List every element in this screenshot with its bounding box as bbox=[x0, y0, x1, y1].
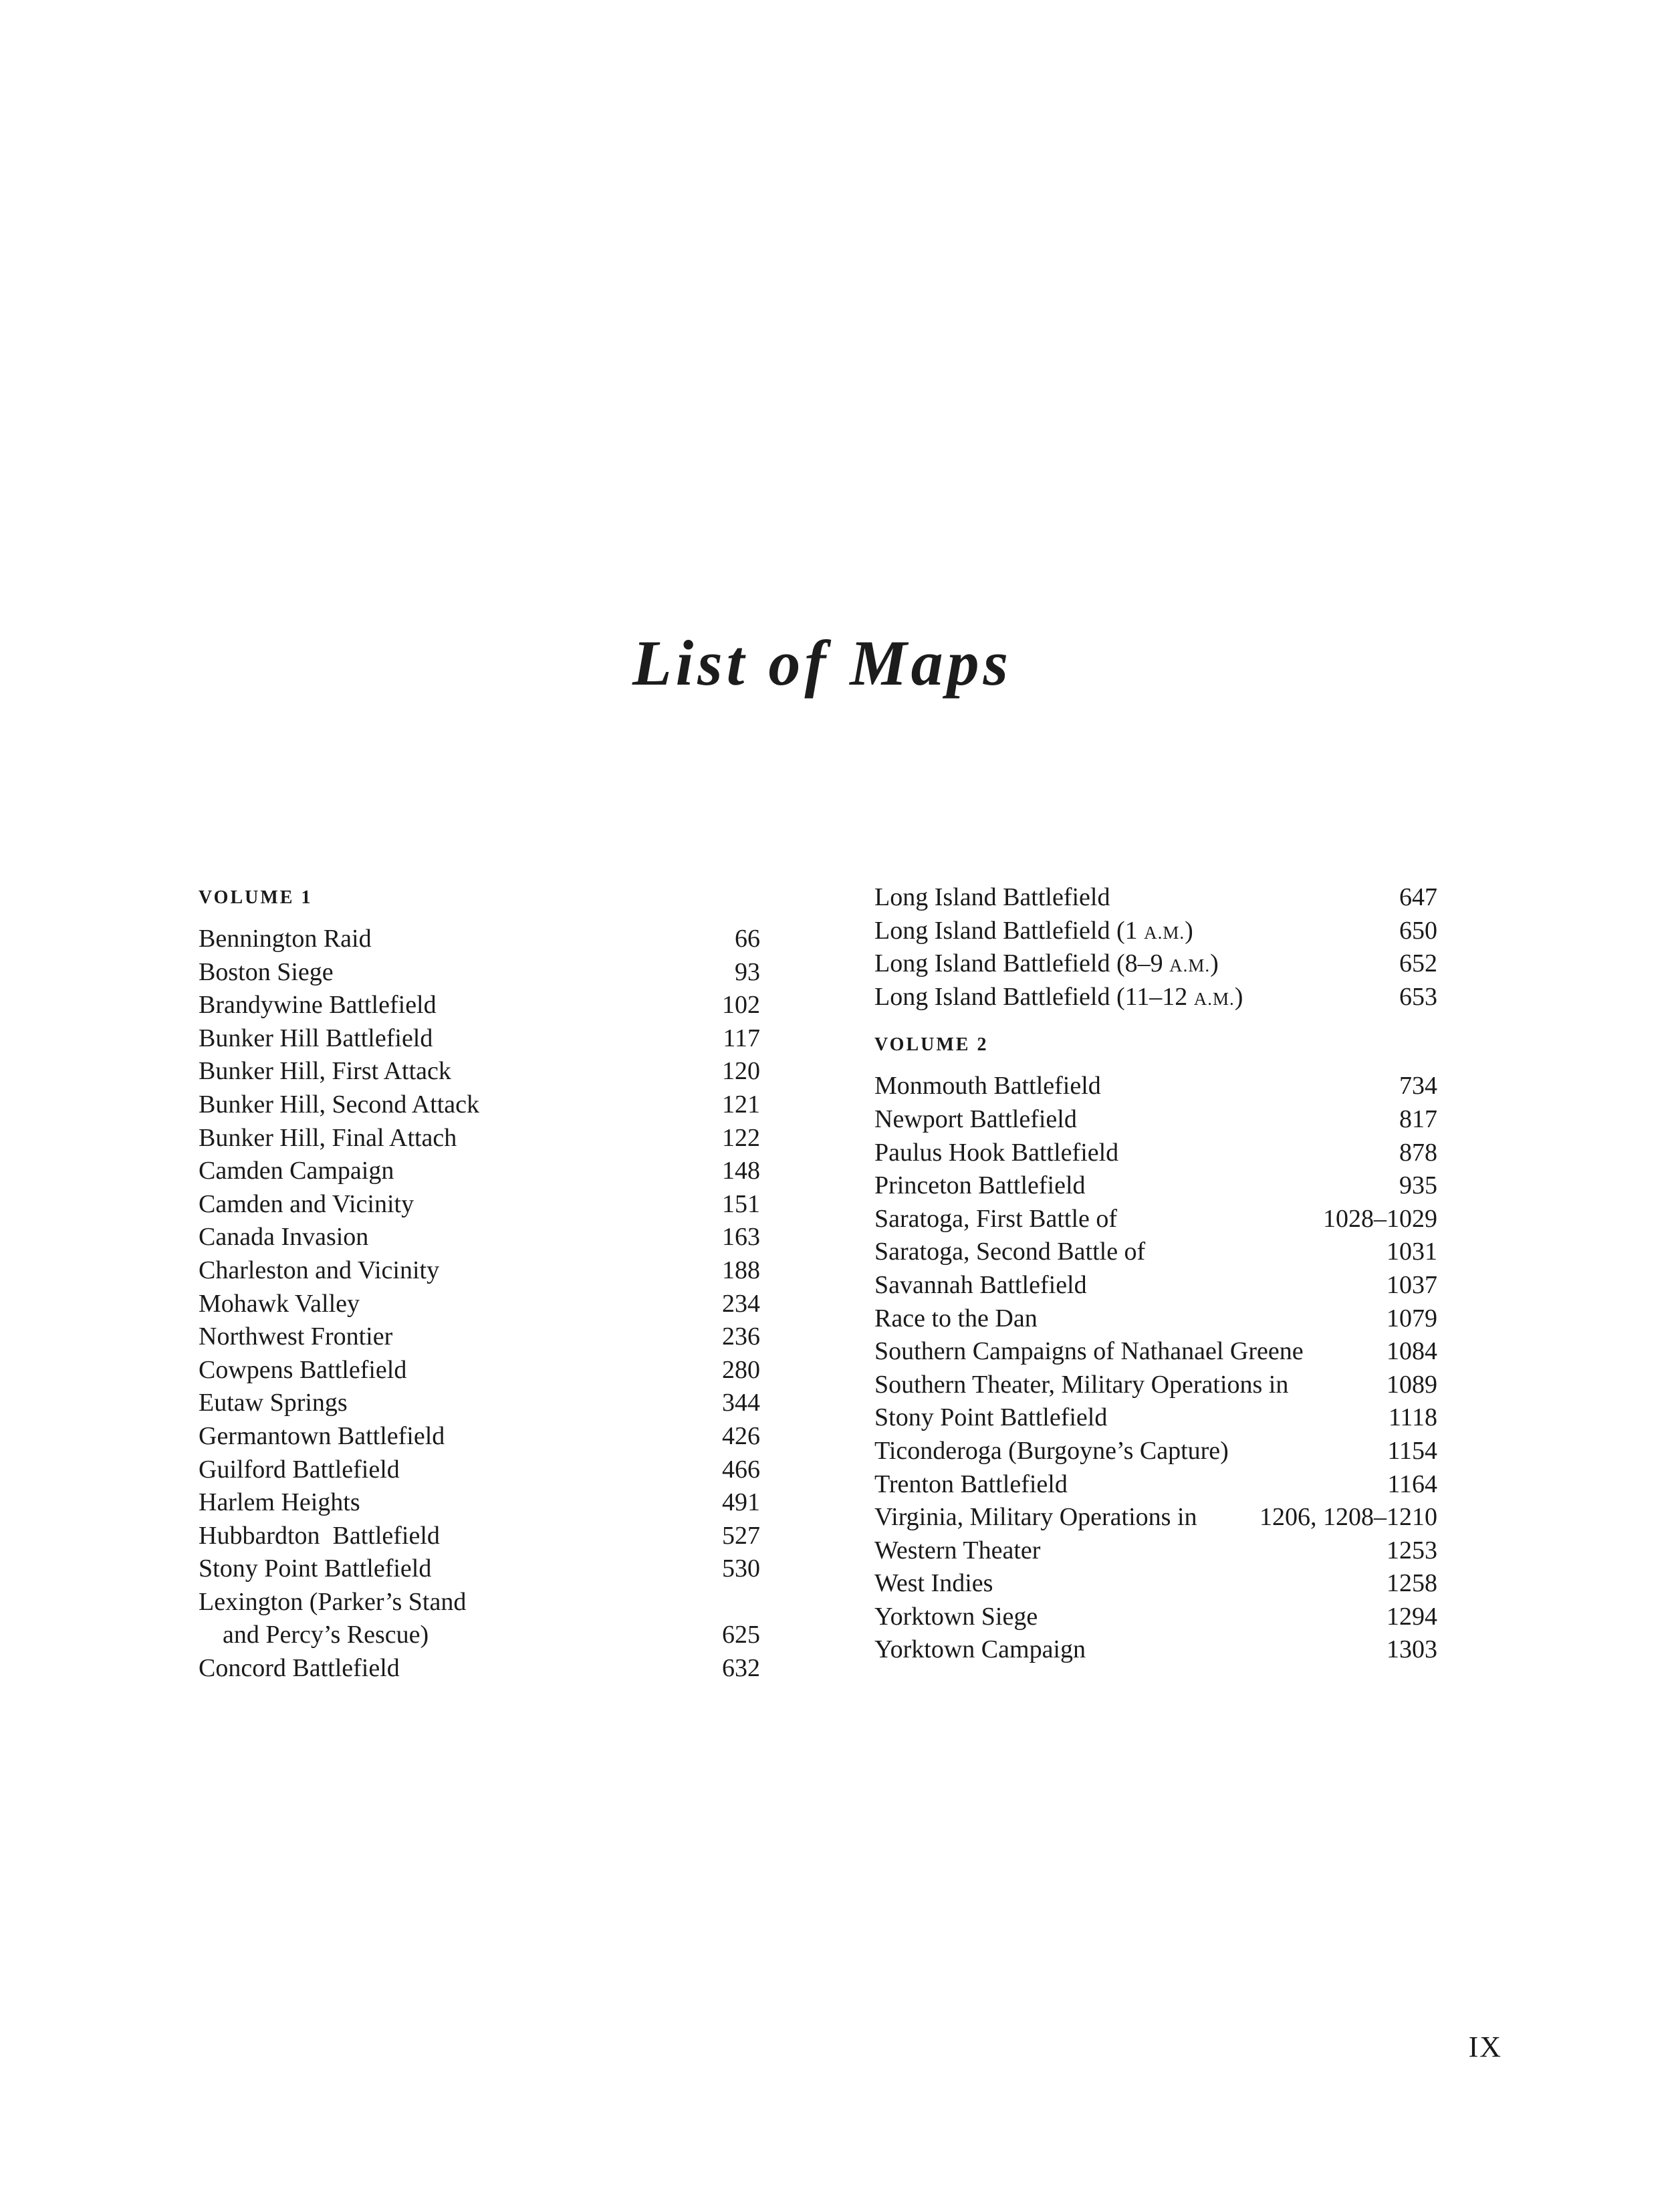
map-title-suffix: ) bbox=[1210, 949, 1219, 978]
map-title: Ticonderoga (Burgoyne’s Capture) bbox=[874, 1436, 1229, 1465]
map-entry bbox=[874, 1070, 1437, 1103]
map-title: Bennington Raid bbox=[199, 925, 372, 953]
page-number: 1206, 1208–1210 bbox=[1259, 1503, 1437, 1532]
map-entry bbox=[874, 881, 1437, 915]
map-title-suffix: ) bbox=[1234, 982, 1243, 1011]
map-title: Race to the Dan bbox=[874, 1304, 1038, 1332]
page-number: 1303 bbox=[1387, 1635, 1437, 1664]
map-title bbox=[874, 981, 1243, 1016]
time-abbreviation: A.M. bbox=[1169, 955, 1211, 976]
map-entry bbox=[874, 1203, 1437, 1236]
map-entry bbox=[874, 1302, 1437, 1336]
map-entry bbox=[199, 1088, 760, 1122]
map-entry bbox=[874, 1103, 1437, 1137]
map-title: Guilford Battlefield bbox=[199, 1455, 400, 1484]
map-title-text: Long Island Battlefield (11–12 bbox=[874, 982, 1194, 1011]
map-entry bbox=[199, 1122, 760, 1155]
volume-2-heading: VOLUME 2 bbox=[874, 1034, 989, 1056]
page-folio: IX bbox=[1468, 2030, 1502, 2063]
map-title: Yorktown Siege bbox=[874, 1602, 1038, 1631]
map-title: Stony Point Battlefield bbox=[199, 1554, 432, 1583]
map-title: Yorktown Campaign bbox=[874, 1635, 1086, 1664]
page-number: 236 bbox=[722, 1322, 760, 1351]
page-number: 122 bbox=[722, 1123, 760, 1152]
map-entry bbox=[874, 947, 1437, 981]
page-number: 151 bbox=[722, 1189, 760, 1218]
map-entry bbox=[874, 1335, 1437, 1369]
page-number: 1031 bbox=[1387, 1238, 1437, 1266]
volume-2-column bbox=[874, 881, 1437, 1667]
map-title: Southern Theater, Military Operations in bbox=[874, 1370, 1289, 1399]
page-number: 652 bbox=[1399, 949, 1437, 978]
map-title: Saratoga, First Battle of bbox=[874, 1204, 1118, 1233]
map-title: Trenton Battlefield bbox=[874, 1470, 1068, 1498]
map-title: Stony Point Battlefield bbox=[874, 1403, 1108, 1432]
map-title: Mohawk Valley bbox=[199, 1289, 360, 1318]
map-title: Bunker Hill, First Attack bbox=[199, 1057, 451, 1086]
map-entry bbox=[874, 1137, 1437, 1170]
map-title: Canada Invasion bbox=[199, 1223, 369, 1252]
map-title: Long Island Battlefield bbox=[874, 883, 1110, 911]
map-entry bbox=[199, 1022, 760, 1056]
map-entry bbox=[199, 956, 760, 990]
map-entry bbox=[874, 1169, 1437, 1203]
map-entry bbox=[199, 1454, 760, 1487]
page-number: 121 bbox=[722, 1090, 760, 1119]
map-title: Brandywine Battlefield bbox=[199, 991, 437, 1020]
map-entry bbox=[199, 1155, 760, 1188]
map-entry bbox=[199, 1387, 760, 1420]
map-entry bbox=[199, 1188, 760, 1222]
page-title: List of Maps bbox=[632, 627, 1013, 699]
map-title: Camden and Vicinity bbox=[199, 1189, 414, 1218]
map-entry bbox=[199, 1354, 760, 1387]
map-entry bbox=[874, 1534, 1437, 1568]
map-entry bbox=[199, 1320, 760, 1354]
page-number: 188 bbox=[722, 1256, 760, 1284]
map-title: Southern Campaigns of Nathanael Greene bbox=[874, 1337, 1304, 1366]
map-title: West Indies bbox=[874, 1569, 993, 1598]
map-entry bbox=[199, 1221, 760, 1254]
map-title: Newport Battlefield bbox=[874, 1105, 1077, 1133]
map-entry-continuation bbox=[199, 1619, 760, 1652]
page-number: 935 bbox=[1399, 1171, 1437, 1200]
volume-1-column bbox=[199, 881, 760, 1686]
page-number: 1154 bbox=[1387, 1436, 1437, 1465]
page-number: 117 bbox=[723, 1024, 760, 1052]
page-number: 148 bbox=[722, 1157, 760, 1185]
page-number: 527 bbox=[722, 1521, 760, 1550]
map-title: Eutaw Springs bbox=[199, 1389, 348, 1417]
map-title: Northwest Frontier bbox=[199, 1322, 393, 1351]
time-abbreviation: A.M. bbox=[1193, 988, 1235, 1009]
page-number: 625 bbox=[722, 1621, 760, 1649]
page-number: 93 bbox=[735, 957, 760, 986]
page-number: 66 bbox=[735, 925, 760, 953]
page-number: 1164 bbox=[1387, 1470, 1437, 1498]
map-title: Hubbardton Battlefield bbox=[199, 1521, 440, 1550]
page-number: 120 bbox=[722, 1057, 760, 1086]
map-title: Bunker Hill, Final Attach bbox=[199, 1123, 457, 1152]
page-number: 426 bbox=[722, 1421, 760, 1450]
map-title: Paulus Hook Battlefield bbox=[874, 1138, 1119, 1167]
map-entry bbox=[199, 1486, 760, 1520]
map-entry bbox=[874, 1269, 1437, 1302]
map-title: Lexington (Parker’s Stand bbox=[199, 1587, 467, 1616]
page-number: 102 bbox=[722, 991, 760, 1020]
map-title bbox=[874, 947, 1219, 983]
map-title: Western Theater bbox=[874, 1536, 1041, 1564]
map-entry bbox=[874, 981, 1437, 1014]
page-number: 163 bbox=[722, 1223, 760, 1252]
page-number: 878 bbox=[1399, 1138, 1437, 1167]
map-title: Princeton Battlefield bbox=[874, 1171, 1086, 1200]
page-number: 1028–1029 bbox=[1323, 1204, 1437, 1233]
page-number: 1037 bbox=[1387, 1270, 1437, 1299]
page-number: 1294 bbox=[1387, 1602, 1437, 1631]
page-number: 1089 bbox=[1387, 1370, 1437, 1399]
map-entry bbox=[874, 915, 1437, 948]
map-entry bbox=[874, 1601, 1437, 1634]
map-title: Savannah Battlefield bbox=[874, 1270, 1087, 1299]
map-title bbox=[874, 915, 1193, 950]
map-title: Bunker Hill, Second Attack bbox=[199, 1090, 480, 1119]
map-entry bbox=[199, 1254, 760, 1288]
page-number: 653 bbox=[1399, 982, 1437, 1011]
map-entry bbox=[199, 1288, 760, 1321]
map-title: Camden Campaign bbox=[199, 1157, 394, 1185]
map-title-text: Long Island Battlefield (8–9 bbox=[874, 949, 1170, 978]
page-number: 1118 bbox=[1388, 1403, 1437, 1432]
map-entry bbox=[874, 1567, 1437, 1601]
map-entry bbox=[199, 1552, 760, 1586]
map-entry bbox=[199, 1586, 760, 1619]
page-number: 491 bbox=[722, 1488, 760, 1517]
map-entry bbox=[199, 1520, 760, 1553]
map-title: Bunker Hill Battlefield bbox=[199, 1024, 433, 1052]
page-number: 1084 bbox=[1387, 1337, 1437, 1366]
map-title-text: Long Island Battlefield (1 bbox=[874, 916, 1145, 945]
page-number: 344 bbox=[722, 1389, 760, 1417]
map-entry bbox=[199, 1055, 760, 1088]
map-title: Saratoga, Second Battle of bbox=[874, 1238, 1146, 1266]
map-entry bbox=[874, 1401, 1437, 1435]
map-title-suffix: ) bbox=[1185, 916, 1193, 945]
map-entry bbox=[874, 1236, 1437, 1269]
map-title: Germantown Battlefield bbox=[199, 1421, 445, 1450]
map-entry bbox=[199, 1420, 760, 1454]
map-entry bbox=[199, 989, 760, 1022]
map-title: Boston Siege bbox=[199, 957, 334, 986]
map-entry bbox=[874, 1468, 1437, 1502]
volume-1-heading: VOLUME 1 bbox=[199, 887, 313, 908]
map-title: Charleston and Vicinity bbox=[199, 1256, 440, 1284]
map-entry bbox=[874, 1501, 1437, 1534]
map-entry bbox=[874, 1435, 1437, 1468]
map-title: and Percy’s Rescue) bbox=[223, 1621, 429, 1649]
map-entry bbox=[199, 923, 760, 956]
map-title: Monmouth Battlefield bbox=[874, 1072, 1101, 1100]
map-entry bbox=[874, 1633, 1437, 1667]
map-entry bbox=[874, 1369, 1437, 1402]
map-title: Virginia, Military Operations in bbox=[874, 1503, 1197, 1532]
page-number: 647 bbox=[1399, 883, 1437, 911]
page-number: 234 bbox=[722, 1289, 760, 1318]
map-title: Harlem Heights bbox=[199, 1488, 360, 1517]
page-number: 650 bbox=[1399, 916, 1437, 945]
page-number: 466 bbox=[722, 1455, 760, 1484]
page-number: 817 bbox=[1399, 1105, 1437, 1133]
page-number: 632 bbox=[722, 1654, 760, 1683]
map-title: Concord Battlefield bbox=[199, 1654, 400, 1683]
page-number: 530 bbox=[722, 1554, 760, 1583]
page-number: 1258 bbox=[1387, 1569, 1437, 1598]
map-entry bbox=[199, 1652, 760, 1686]
page-number: 1079 bbox=[1387, 1304, 1437, 1332]
map-title: Cowpens Battlefield bbox=[199, 1355, 407, 1384]
page-number: 280 bbox=[722, 1355, 760, 1384]
page-number: 1253 bbox=[1387, 1536, 1437, 1564]
time-abbreviation: A.M. bbox=[1144, 922, 1185, 943]
page-number: 734 bbox=[1399, 1072, 1437, 1100]
